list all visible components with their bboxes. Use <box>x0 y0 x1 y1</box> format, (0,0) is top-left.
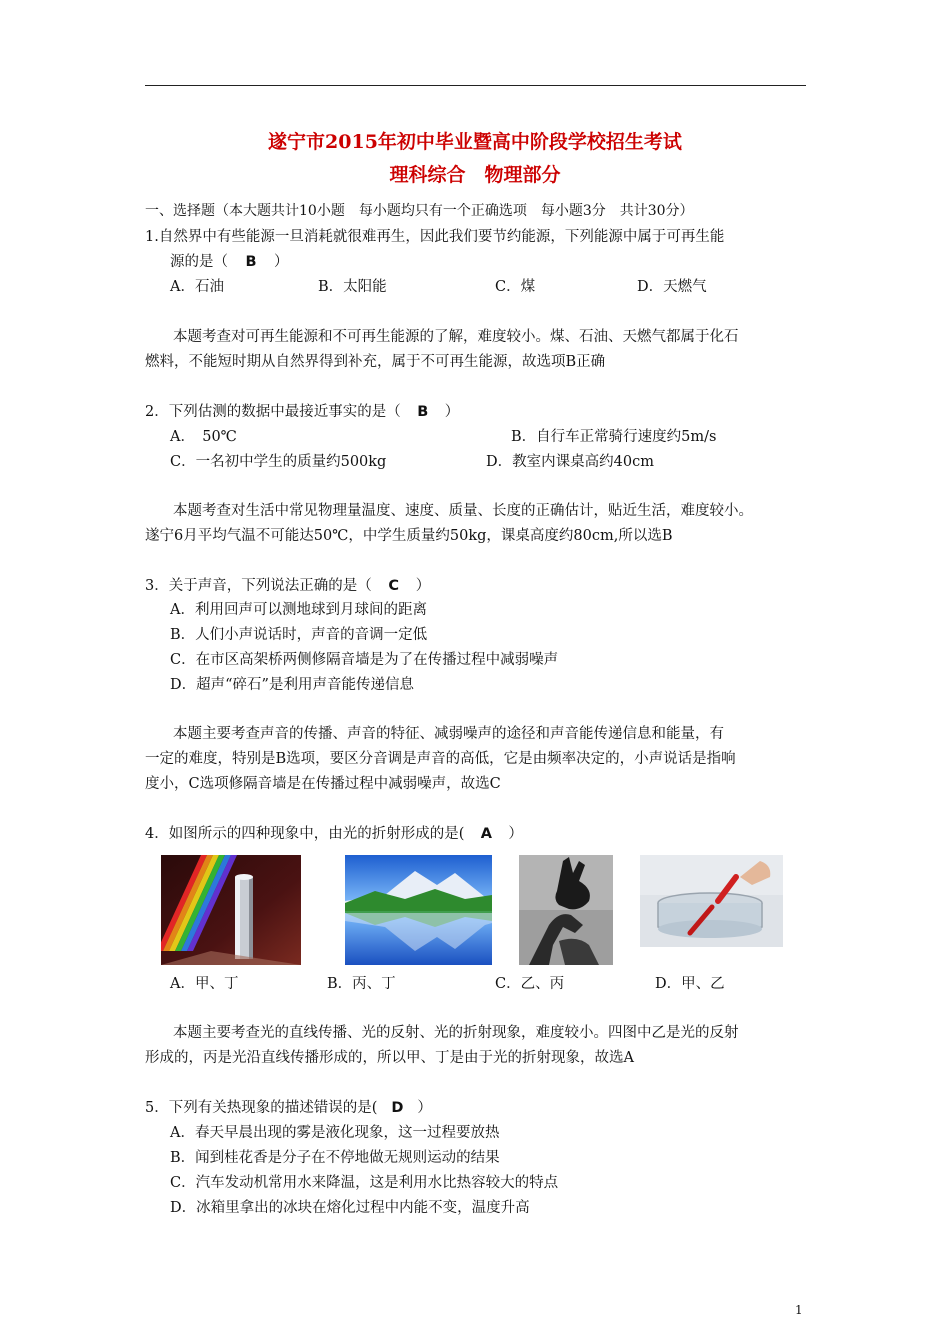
q3-option-d: D．超声“碎石”是利用声音能传递信息 <box>170 677 414 693</box>
q2-option-b: B．自行车正常骑行速度约5m/s <box>511 429 717 445</box>
q3-option-b: B．人们小声说话时，声音的音调一定低 <box>170 627 428 643</box>
q2-stem-close: ） <box>444 404 460 420</box>
q2-explanation-line1: 本题考查对生活中常见物理量温度、速度、质量、长度的正确估计，贴近生活，难度较小。 <box>173 503 753 519</box>
q2-answer: B <box>417 404 429 420</box>
q2-stem <box>145 402 459 422</box>
q4-option-c: C．乙、丙 <box>495 976 565 992</box>
q5-option-c: C．汽车发动机常用水来降温，这是利用水比热容较大的特点 <box>170 1175 559 1191</box>
section-header: 一、选择题（本大题共计10小题 每小题均只有一个正确选项 每小题3分 共计30分） <box>145 203 694 219</box>
q3-explanation-line1: 本题主要考查声音的传播、声音的特征、减弱噪声的途径和声音能传递信息和能量，有 <box>173 726 724 742</box>
q1-option-b: B．太阳能 <box>318 279 387 295</box>
q1-option-c: C．煤 <box>495 279 536 295</box>
q4-answer: A <box>480 826 492 842</box>
header-rule <box>145 85 806 86</box>
q4-stem <box>145 824 523 844</box>
q4-option-b: B．丙、丁 <box>327 976 396 992</box>
q3-explanation-line2: 一定的难度，特别是B选项，要区分音调是声音的高低，它是由频率决定的，小声说话是指响 <box>145 751 736 767</box>
q2-option-a: A． 50℃ <box>170 429 237 445</box>
q1-stem-text: 源的是（ <box>170 254 228 270</box>
q2-explanation-line2: 遂宁6月平均气温不可能达50℃，中学生质量约50kg，课桌高度约80cm,所以选B <box>145 528 673 544</box>
q3-stem-text: 3．关于声音，下列说法正确的是（ <box>145 578 372 594</box>
q4-explanation-line2: 形成的，丙是光沿直线传播形成的，所以甲、丁是由于光的折射现象，故选A <box>145 1050 634 1066</box>
q2-option-c: C．一名初中学生的质量约500kg <box>170 454 387 470</box>
q5-stem <box>145 1098 432 1118</box>
q1-explanation-line1: 本题考查对可再生能源和不可再生能源的了解，难度较小。煤、石油、天燃气都属于化石 <box>173 329 739 345</box>
q5-option-d: D．冰箱里拿出的冰块在熔化过程中内能不变，温度升高 <box>170 1200 530 1216</box>
q4-option-a: A．甲、丁 <box>170 976 239 992</box>
q2-stem-text: 2．下列估测的数据中最接近事实的是（ <box>145 404 401 420</box>
hand-shadow-rabbit-image <box>519 855 613 965</box>
q3-explanation-line3: 度小，C选项修隔音墙是在传播过程中减弱噪声，故选C <box>145 776 501 792</box>
q1-stem-line2 <box>170 252 289 272</box>
q5-stem-text: 5．下列有关热现象的描述错误的是( <box>145 1100 378 1116</box>
q2-option-d: D．教室内课桌高约40cm <box>486 454 654 470</box>
q4-stem-close: ） <box>508 826 523 842</box>
q4-option-d: D．甲、乙 <box>655 976 725 992</box>
q5-option-a: A．春天早晨出现的雾是液化现象，这一过程要放热 <box>170 1125 500 1141</box>
q4-stem-text: 4．如图所示的四种现象中，由光的折射形成的是( <box>145 826 465 842</box>
q1-answer: B <box>245 254 257 270</box>
q1-explanation-line2: 燃料，不能短时期从自然界得到补充，属于不可再生能源，故选项B正确 <box>145 354 606 370</box>
q3-option-c: C．在市区高架桥两侧修隔音墙是为了在传播过程中减弱噪声 <box>170 652 559 668</box>
exam-subtitle: 理科综合 物理部分 <box>389 164 561 186</box>
q1-option-d: D．天燃气 <box>637 279 707 295</box>
q1-option-a: A．石油 <box>170 279 224 295</box>
pencil-in-water-image <box>640 855 783 947</box>
q4-explanation-line1: 本题主要考查光的直线传播、光的反射、光的折射现象，难度较小。四图中乙是光的反射 <box>173 1025 739 1041</box>
q3-answer: C <box>388 578 400 594</box>
q3-option-a: A．利用回声可以测地球到月球间的距离 <box>170 602 427 618</box>
mountain-lake-reflection-image <box>345 855 492 965</box>
q5-option-b: B．闻到桂花香是分子在不停地做无规则运动的结果 <box>170 1150 500 1166</box>
page-number: 1 <box>795 1303 803 1317</box>
q3-stem <box>145 576 430 596</box>
exam-title: 遂宁市2015年初中毕业暨高中阶段学校招生考试 <box>268 131 682 153</box>
q1-stem-line1: 1.自然界中有些能源一旦消耗就很难再生，因此我们要节约能源，下列能源中属于可再生能 <box>145 229 725 245</box>
q5-stem-close: ） <box>417 1100 432 1116</box>
q5-answer: D <box>391 1100 404 1116</box>
q3-stem-close: ） <box>415 578 431 594</box>
prism-rainbow-image <box>161 855 301 965</box>
q1-stem-close: ） <box>274 254 289 270</box>
